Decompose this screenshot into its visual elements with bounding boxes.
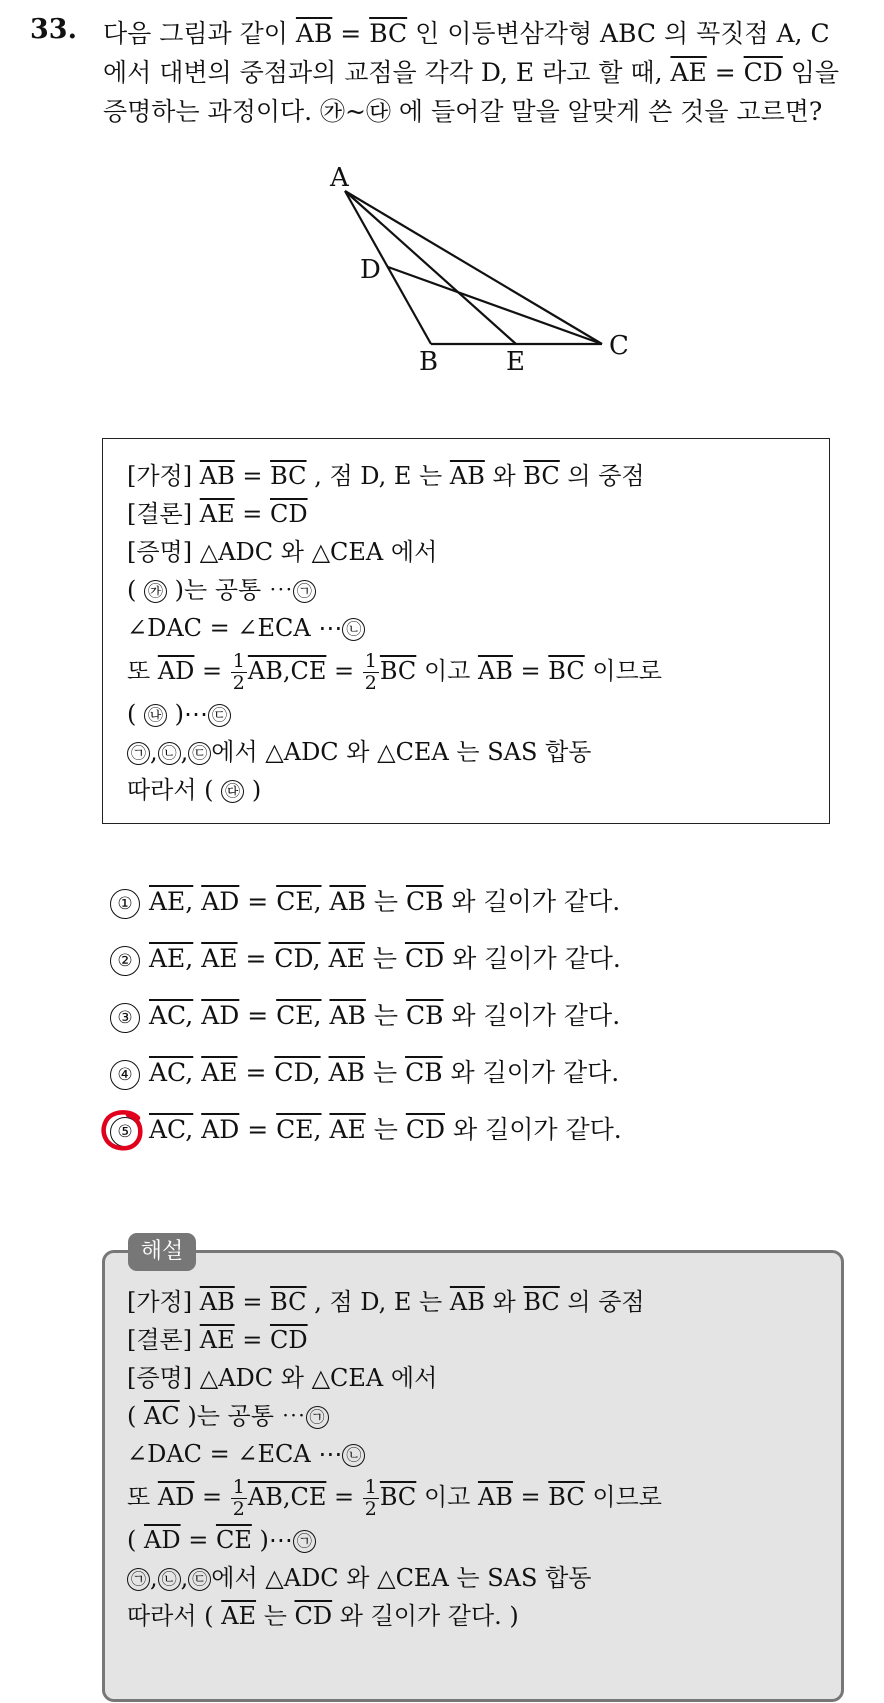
proof-given: [가정] $\overline{AB} = \overline{BC}$ , 점 D, E 는 $\overline{AB}$ 와 $\overline{BC}$ 의 중점 xyxy=(127,462,645,490)
expl-start: [증명] △ADC 와 △CEA 에서 xyxy=(127,1364,438,1392)
mark-giyeok: ㉠ xyxy=(293,580,316,603)
blank-na: ㉯ xyxy=(144,704,167,727)
question-number: 33. xyxy=(30,14,77,45)
explanation-tag: 해설 xyxy=(128,1233,196,1271)
choice-3[interactable]: ③ AC, $\overline{AD}$ = CE, $\overline{AB}$ 는 $\overline{CB}$ 와 길이가 같다. xyxy=(110,996,622,1053)
question-text xyxy=(103,14,873,131)
choice-2[interactable]: ② AE, $\overline{AE}$ = CD, $\overline{AE}$ 는 $\overline{CD}$ 와 길이가 같다. xyxy=(110,939,622,996)
label-e: E xyxy=(506,347,525,377)
expl-therefore: 따라서 ( $\overline{AE}$ 는 $\overline{CD}$ 와 길이가 같다. ) xyxy=(127,1602,519,1630)
proof-therefore: 따라서 ( ㉰ ) xyxy=(127,776,262,804)
expl-also: 또 $\overline{AD}$ = $\frac{1}{2}$ $AB,\overline{CE}$ = $\frac{1}{2}$ $\overline{BC}$ 이고 $\overline{AB} = \overline{BC}$ 이므로 xyxy=(127,1476,662,1520)
mark-digeut: ㉢ xyxy=(208,704,231,727)
proof-conclusion: [결론] $\overline{AE} = \overline{CD}$ xyxy=(127,500,308,528)
choice-number: ③ xyxy=(110,1003,140,1033)
triangle-figure xyxy=(320,160,650,380)
proof-also: 또 $\overline{AD}$ = $\frac{1}{2}$ $AB,\overline{CE}$ = $\frac{1}{2}$ $\overline{BC}$ 이고 $\overline{AB} = \overline{BC}$ 이므로 xyxy=(127,650,662,694)
blank-ga: ㉮ xyxy=(144,580,167,603)
proof-common: ( ㉮ )는 공통 ⋯ ㉠ xyxy=(127,571,829,609)
choice-number: ④ xyxy=(110,1060,140,1090)
choice-5[interactable]: ⑤ AC, $\overline{AD}$ = CE, $\overline{AE}$ 는 $\overline{CD}$ 와 길이가 같다. xyxy=(110,1110,622,1167)
answer-choices xyxy=(110,882,622,1167)
segment-cd xyxy=(388,267,602,344)
expl-given: [가정] $\overline{AB} = \overline{BC}$ , 점 D, E 는 $\overline{AB}$ 와 $\overline{BC}$ 의 중점 xyxy=(127,1288,645,1316)
label-d: D xyxy=(360,255,381,285)
label-a: A xyxy=(330,163,349,193)
question-line-2: 에서 대변의 중점과의 교점을 각각 D, E 라고 할 때, $\overline{AE} = \overline{CD}$ 임을 xyxy=(103,58,840,87)
mark-nieun: ㉡ xyxy=(342,618,365,641)
expl-sas: ㉠ , ㉡ , ㉢ 에서 △ADC 와 △CEA 는 SAS 합동 xyxy=(127,1559,841,1597)
proof-angle: ∠DAC = ∠ECA ⋯ ㉡ xyxy=(127,609,829,647)
proof-start: [증명] △ADC 와 △CEA 에서 xyxy=(127,538,438,566)
proof-box xyxy=(102,438,830,824)
choice-1[interactable]: ① AE, $\overline{AD}$ = CE, $\overline{AB}$ 는 $\overline{CB}$ 와 길이가 같다. xyxy=(110,882,622,939)
label-b: B xyxy=(419,347,439,377)
expl-conclusion: [결론] $\overline{AE} = \overline{CD}$ xyxy=(127,1326,308,1354)
expl-common: ( $\overline{AC}$ )는 공통 ⋯ ㉠ xyxy=(127,1397,841,1435)
choice-number: ① xyxy=(110,889,140,919)
question-line-3: 증명하는 과정이다. ㉮~㉰ 에 들어갈 말을 알맞게 쓴 것을 고르면? xyxy=(103,97,823,126)
label-c: C xyxy=(609,331,629,361)
proof-blank-b: ( ㉯ )⋯ ㉢ xyxy=(127,695,829,733)
explanation-box xyxy=(102,1250,844,1702)
fraction-half: $\frac{1}{2}$ xyxy=(364,650,377,694)
proof-sas: ㉠ , ㉡ , ㉢ 에서 △ADC 와 △CEA 는 SAS 합동 xyxy=(127,733,829,771)
blank-da: ㉰ xyxy=(221,780,244,803)
choice-number: ⑤ xyxy=(110,1117,140,1147)
choice-number: ② xyxy=(110,946,140,976)
expl-blank-b: ( $\overline{AD} = \overline{CE}$ )⋯ ㉠ xyxy=(127,1521,841,1559)
expl-angle: ∠DAC = ∠ECA ⋯ ㉡ xyxy=(127,1435,841,1473)
fraction-half: $\frac{1}{2}$ xyxy=(232,650,245,694)
selected-answer-mark xyxy=(98,1106,148,1156)
question-line-1: 다음 그림과 같이 $\overline{AB} = \overline{BC}$ 인 이등변삼각형 ABC 의 꼭짓점 A, C xyxy=(103,19,830,48)
choice-4[interactable]: ④ AC, $\overline{AE}$ = CD, $\overline{AB}$ 는 $\overline{CB}$ 와 길이가 같다. xyxy=(110,1053,622,1110)
segment-ac xyxy=(345,191,602,344)
